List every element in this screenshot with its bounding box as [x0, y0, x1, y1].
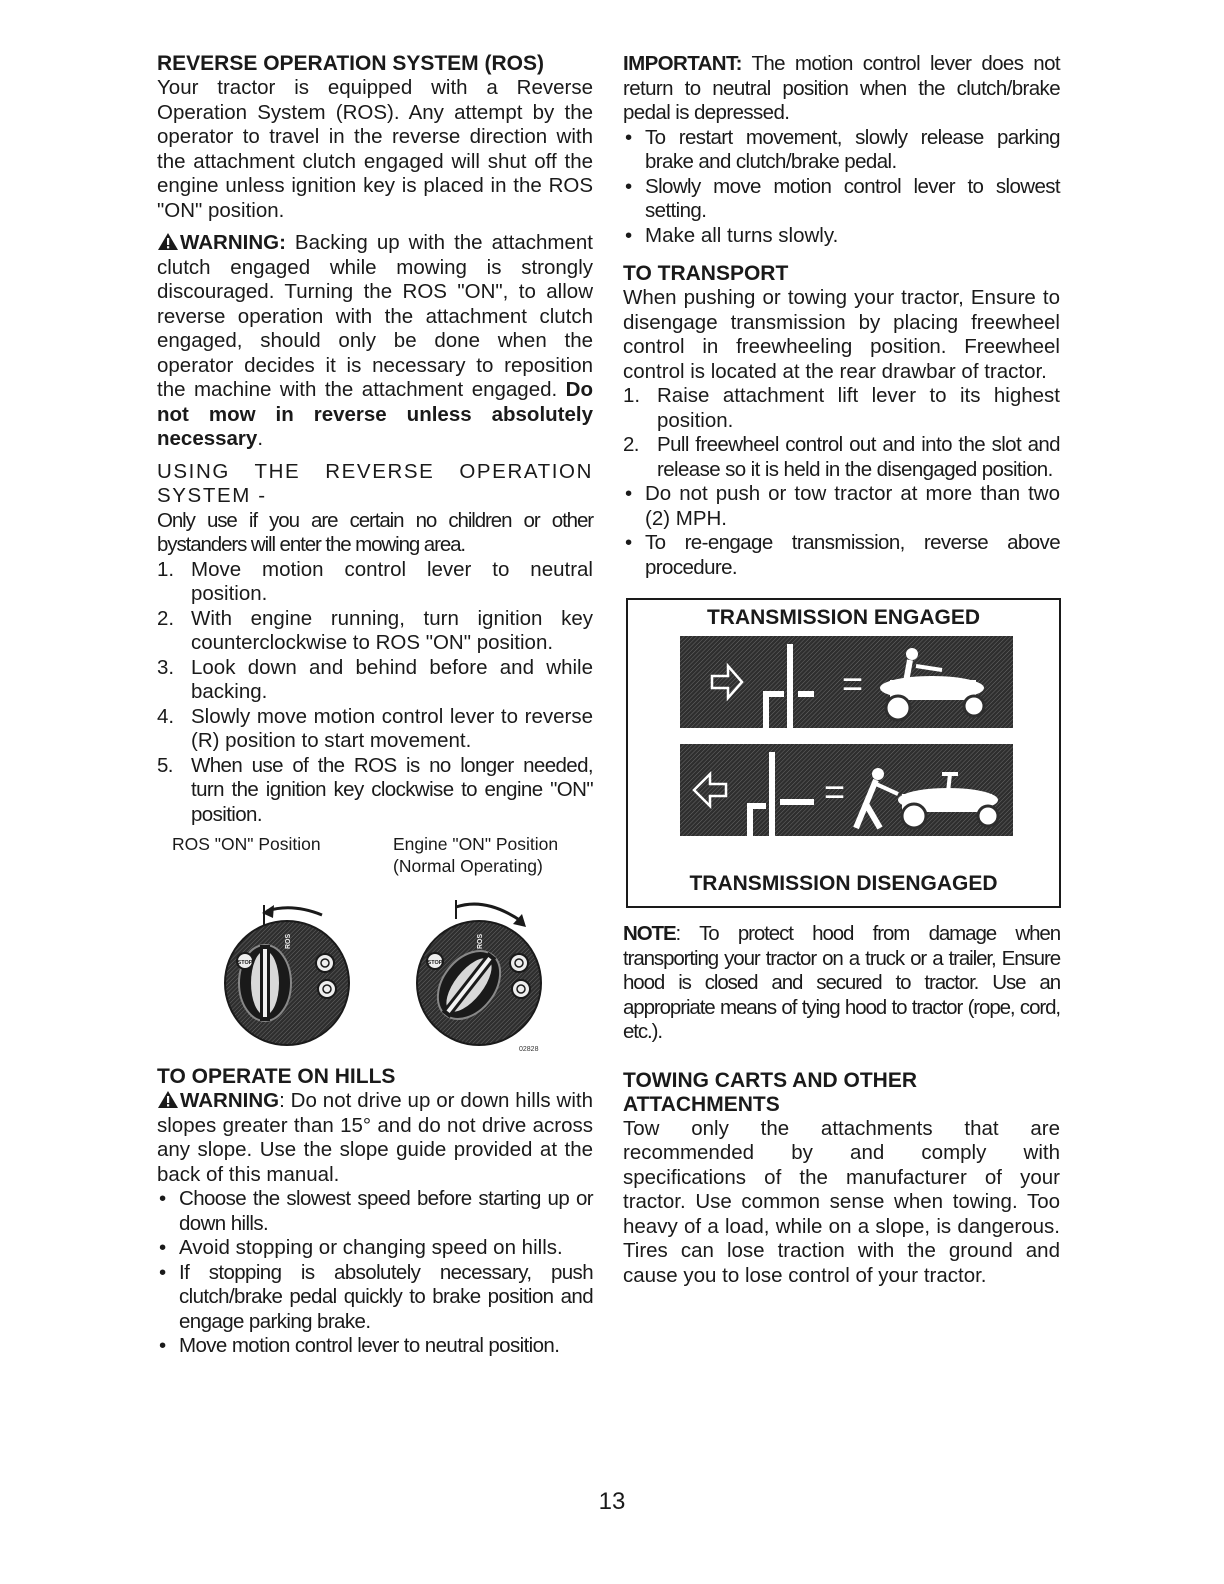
- list-item: • Do not push or tow tractor at more than two (2) MPH.: [625, 482, 1060, 530]
- svg-text:=: =: [842, 663, 864, 704]
- hood-note: NOTE: To protect hood from damage when transporting your tractor on a truck or a trailer, Ensure hood is closed and secured to tractor. Use an appropriate means of tying hood to tractor (rope, cord, etc.).: [623, 922, 1060, 1043]
- hills-heading: TO OPERATE ON HILLS: [157, 1065, 396, 1088]
- warning-label: WARNING: [180, 1089, 280, 1112]
- warning-icon: [157, 232, 179, 251]
- list-item: 1. Move motion control lever to neutral position.: [157, 557, 593, 605]
- svg-text:STOP: STOP: [427, 960, 443, 966]
- warning-bold: Do not mow in reverse unless absolutely necessary: [157, 378, 593, 450]
- important-note: IMPORTANT: The motion control lever does not return to neutral position when the clutch/brake pedal is depressed.: [623, 52, 1060, 124]
- transmission-engaged-icon: [680, 636, 1013, 728]
- list-item: 3. Look down and behind before and while backing.: [157, 655, 593, 703]
- list-item: • Move motion control lever to neutral position.: [159, 1334, 560, 1357]
- svg-text:ROS: ROS: [285, 933, 292, 949]
- svg-text:=: =: [824, 771, 846, 812]
- list-item: 4. Slowly move motion control lever to reverse (R) position to start movement.: [157, 704, 593, 752]
- list-item: • Slowly move motion control lever to slowest setting.: [625, 174, 1060, 222]
- transport-intro: When pushing or towing your tractor, Ensure to disengage transmission by placing freewheel control in freewheeling position. Freewheel control is located at the rear drawbar of tractor.: [623, 286, 1060, 383]
- hills-bullets: [157, 1187, 593, 1359]
- warning-text: Backing up with the attachment clutch engaged while mowing is strongly discouraged. Turning the ROS "ON", to allow reverse operation with the attachment clutch engaged, should only be done when the operator decides it is necessary to reposition the machine with the attachment engaged.: [157, 231, 593, 401]
- list-item: 2. Pull freewheel control out and into the slot and release so it is held in the disengaged position.: [623, 433, 1060, 481]
- towing-text: Tow only the attachments that are recommended by and comply with specifications of the manufacturer of your tractor. Use common sense when towing. Too heavy of a load, while on a slope, is dangerous. Tires can lose traction with the ground and cause you to lose control of your tractor.: [623, 1116, 1060, 1287]
- svg-text:STOP: STOP: [237, 960, 253, 966]
- important-bullets: [623, 126, 1060, 249]
- note-label: NOTE: [623, 922, 676, 945]
- list-item: • If stopping is absolutely necessary, push clutch/brake pedal quickly to brake position and engage parking brake.: [159, 1260, 593, 1333]
- warning-icon: [157, 1090, 179, 1109]
- list-item: • Choose the slowest speed before starting up or down hills.: [159, 1187, 593, 1235]
- page-number: 13: [598, 1488, 626, 1515]
- transmission-diagram: [626, 598, 1061, 908]
- transmission-disengaged-icon: [680, 744, 1013, 836]
- caption-normal-operating: (Normal Operating): [393, 856, 543, 876]
- caption-ros-on: ROS "ON" Position: [172, 834, 321, 854]
- ros-warning: WARNING: Backing up with the attachment clutch engaged while mowing is strongly discouraged. Turning the ROS "ON", to allow reverse operation with the attachment clutch engaged, should only be done when the operator decides it is necessary to reposition the machine with the attachment engaged. Do not mow in reverse unless absolutely necessary.: [157, 231, 593, 450]
- list-item: • To re-engage transmission, reverse above procedure.: [625, 531, 1060, 579]
- warning-label: WARNING:: [180, 231, 286, 254]
- left-column: [157, 52, 593, 1359]
- transport-bullets: [623, 482, 1060, 580]
- transport-heading: TO TRANSPORT: [623, 262, 789, 285]
- ros-on-knob-icon: [197, 883, 377, 1048]
- using-heading: USING THE REVERSE OPERATION SYSTEM -: [157, 459, 593, 507]
- list-item: 5. When use of the ROS is no longer needed, turn the ignition key clockwise to engine "ON" position.: [157, 753, 593, 826]
- list-item: • Make all turns slowly.: [625, 223, 839, 247]
- list-item: • To restart movement, slowly release parking brake and clutch/brake pedal.: [625, 125, 1060, 173]
- figure-code: 02828: [519, 1046, 539, 1051]
- list-item: • Avoid stopping or changing speed on hills.: [159, 1236, 563, 1259]
- ignition-switch-figure: [157, 833, 593, 1051]
- list-item: 2. With engine running, turn ignition key counterclockwise to ROS "ON" position.: [157, 606, 593, 654]
- warning-text: : Do not drive up or down hills with slopes greater than 15° and do not drive across any slope. Use the slope guide provided at the back of this manual.: [157, 1089, 593, 1186]
- ros-heading: REVERSE OPERATION SYSTEM (ROS): [157, 52, 544, 75]
- using-intro: Only use if you are certain no children or other bystanders will enter the mowing area.: [157, 508, 593, 556]
- important-label: IMPORTANT:: [623, 52, 742, 75]
- ros-steps: [157, 558, 593, 828]
- hills-warning: [157, 1089, 593, 1187]
- transport-steps: [623, 384, 1060, 482]
- right-column: [623, 52, 1060, 1288]
- ros-intro: Your tractor is equipped with a Reverse Operation System (ROS). Any attempt by the operator to travel in the reverse direction with the attachment clutch engaged will shut off the engine unless ignition key is placed in the ROS "ON" position.: [157, 76, 593, 222]
- towing-heading: TOWING CARTS AND OTHER ATTACHMENTS: [623, 1068, 917, 1116]
- transmission-engaged-label: TRANSMISSION ENGAGED: [706, 606, 981, 629]
- list-item: 1. Raise attachment lift lever to its highest position.: [623, 384, 1060, 432]
- svg-text:ROS: ROS: [477, 933, 484, 949]
- caption-engine-on: Engine "ON" Position: [393, 834, 559, 854]
- transmission-disengaged-label: TRANSMISSION DISENGAGED: [689, 872, 998, 895]
- engine-on-knob-icon: [391, 883, 591, 1051]
